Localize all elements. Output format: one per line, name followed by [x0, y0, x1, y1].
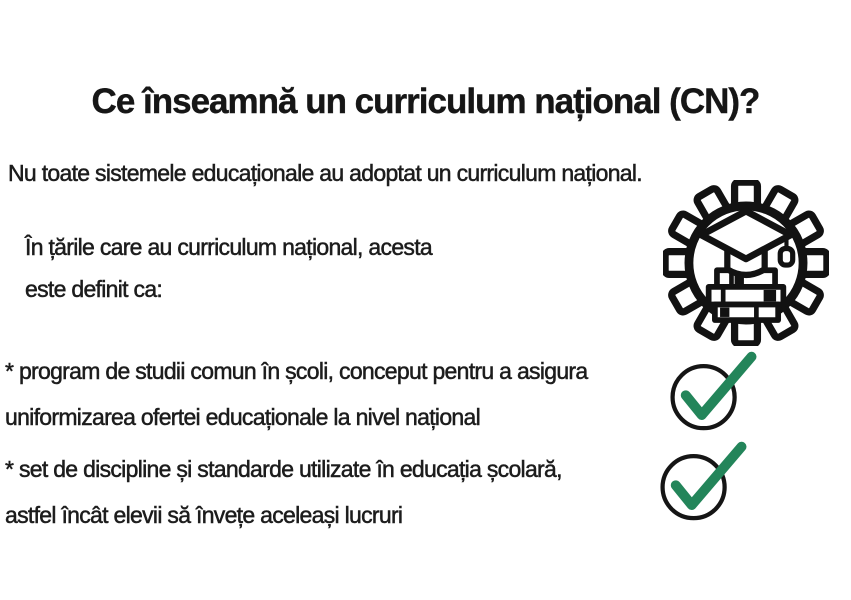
bullet-item-2 — [5, 446, 562, 538]
education-gear-icon — [663, 180, 829, 346]
bullet-1-line-2: uniformizarea ofertei educaționale la nivel național — [5, 404, 481, 430]
definition-lead-line-1: În țările care au curriculum național, acesta — [25, 234, 432, 260]
checkmark-icon — [666, 350, 760, 433]
intro-text: Nu toate sistemele educaționale au adoptat un curriculum național. — [8, 160, 642, 186]
definition-lead — [25, 226, 432, 310]
page-title: Ce înseamnă un curriculum național (CN)? — [91, 82, 760, 121]
checkmark-icon — [656, 440, 750, 523]
bullet-item-1 — [5, 348, 587, 440]
bullet-2-line-2: astfel încât elevii să învețe aceleași lucruri — [5, 502, 403, 528]
bullet-1-line-1: * program de studii comun în școli, conceput pentru a asigura — [5, 358, 588, 384]
definition-lead-line-2: este definit ca: — [25, 276, 163, 302]
bullet-2-line-1: * set de discipline și standarde utilizate în educația școlară, — [5, 456, 562, 482]
